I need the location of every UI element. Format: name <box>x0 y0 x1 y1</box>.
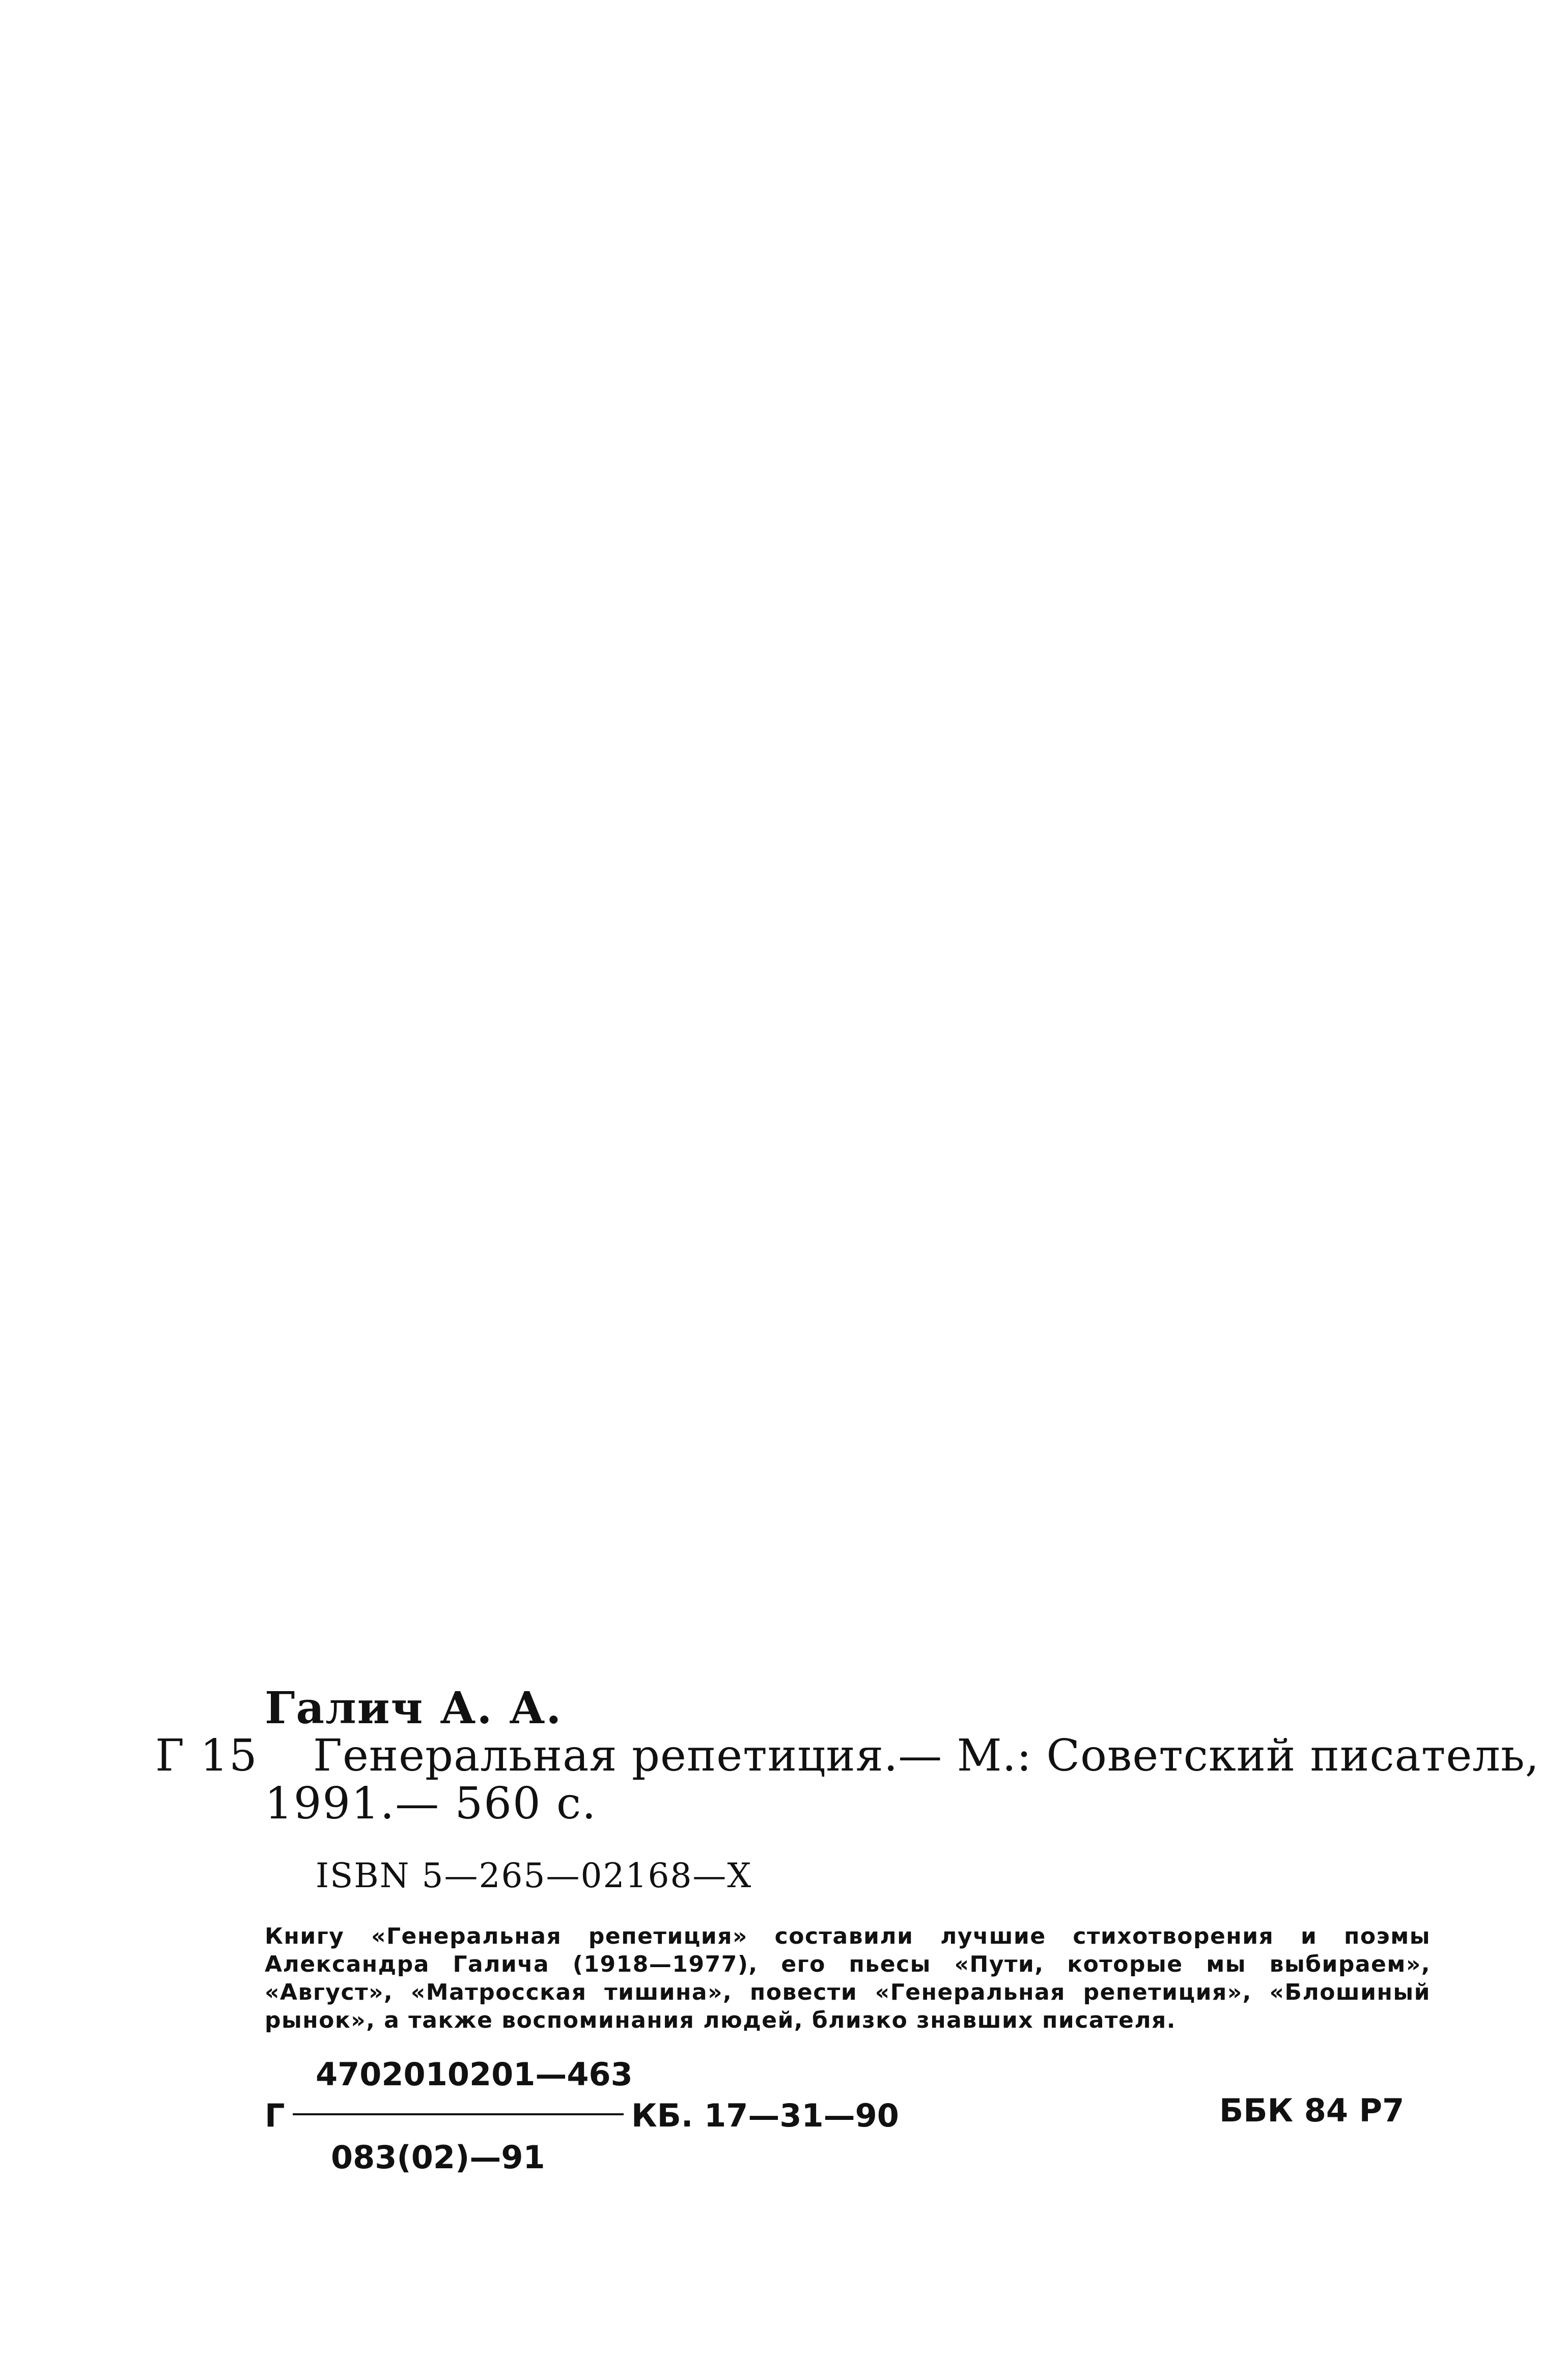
imprint-fraction-rule <box>293 2113 624 2115</box>
imprint-letter: Г <box>265 2097 285 2134</box>
year-pages: 1991.— 560 с. <box>265 1778 597 1829</box>
imprint-numerator: 4702010201—463 <box>316 2056 633 2093</box>
classification-code: Г 15 <box>155 1730 258 1781</box>
imprint-kb: КБ. 17—31—90 <box>631 2097 899 2134</box>
book-title-line: Генеральная репетиция.— М.: Советский писатель, <box>313 1730 1540 1781</box>
author-name: Галич А. А. <box>265 1682 563 1734</box>
bbk-code: ББК 84 Р7 <box>1219 2092 1405 2129</box>
isbn: ISBN 5—265—02168—X <box>316 1856 752 1895</box>
imprint-denominator: 083(02)—91 <box>331 2139 545 2176</box>
annotation-text: Книгу «Генеральная репетиция» составили лучшие стихотворения и поэмы Александра Галича (1918—1977), его пьесы «Пути, которые мы выбираем», «Август», «Матросская тишина», повести «Генеральная репетиция», «Блошиный рынок», а также воспоминания людей, близко знавших писателя. <box>265 1923 1431 2033</box>
